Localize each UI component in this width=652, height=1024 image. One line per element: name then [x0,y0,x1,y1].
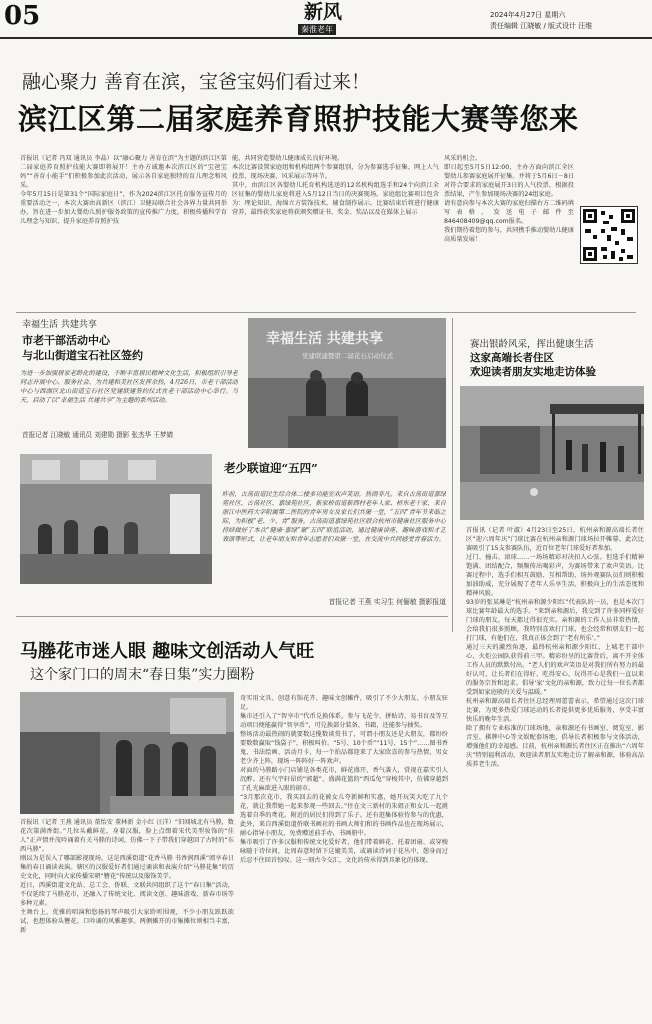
section-sub: 秦淮老年 [298,24,336,35]
story-d-column-1: 首报讯（记者 王燕 通讯员 董怡安 董林新 金小红 汪洋）“旧闻城北有马塍，数花次第满香街。”几位头戴鲜花、身着汉服，脸上点缀着宋代美型妆饰的“佳人”正声情并茂吟诵着有关马塍的诗词，仿佛一下子带我们穿越回了古时的“东西马塍”。 刚以为是误入了哪部影视现场，这是西溪街道“花香马塍 书香润西溪”阅享春日集的春日诵读表演。辖区的汉服爱好者们通过诵读和表演介绍“马塍花集”的历史文化，同时向大家传播宋朝“簪花”传统以及服饰美学。 近日，西溪街道文化站、总工会、侨联、文联共同组织了这个“春日集”活动，不仅延续了马塍花市，还融入了传统文化、阅读文创、趣味游戏、新春市场等多种元素。 主舞台上，优雅的唱演和悠扬的琴声吸引大家聆听围观，不少小朋友跃跃欲试，也想体验头簪花、口吟诵的风雅趣事。两侧摊开的市集摊位则相当丰富，新 [20,819,234,934]
lead-column-1: 首报讯（记者 冯双 通讯员 李晶）以“融心聚力 善育在滨”为主题的滨江区第二届家庭养育照护技能大赛即将展开！主办方诚邀本次滨江区的“宝爸宝妈”“善育小能手”们积极参加此次活动，展示各自家庭独特的育儿理念和风采。 今年5月15日是第31个“国际家庭日”，作为2024滨江区托育服务宣传月的重要活动之一，本次大赛由高新区（滨江）卫健局联合社会各界力量共同举办，旨在进一步加大婴幼儿照护服务政策的宣传推广力度，积极传播科学育儿理念与知识，提升家庭养育照护技 [20,155,227,225]
story-b-body: 昨前，古荡街道民生综合体二楼多功能室欢声笑语，热闹非凡。来自古荡街道嘉绿苑社区、古荡社区、嘉绿苑社区，新家桥街道新西村老年人家、桥东老干家、来自浙江中医药大学附属第二医院的青年男女及家长们共聚一堂，“五四”青年节来临之际，为积极“老、少、青”服务，古荡街道嘉绿苑社区联合杭州市健康社区服务中心持续做好了本次“健康·嘉绿”聚“五四”联谊活动，通过健康讲座、趣味游戏和才艺表演等形式，让老年朋友和青年志愿者们欢聚一堂，在交流中共同感受青春活力。 [222,491,446,543]
story-d-subhead: 这个家门口的周末“春日集”实力圈粉 [30,667,255,683]
masthead-rule [0,37,652,39]
section-title: 新风 [304,1,343,23]
story-b-headline: 老少联谊迎“五四” [224,461,318,475]
editors: 责任编辑 江晓敏 / 版式设计 汪维 [490,22,593,30]
divider-lead [16,312,636,313]
story-a-byline: 首报记者 江晓敏 通讯员 刘建勋 摄影 张杰华 王梦婧 [22,431,174,439]
photo-banner-line1: 幸福生活 共建共享 [266,331,383,347]
story-a-body: 为进一步加强居家老龄化的建设，不断丰富居民精神文化生活，积极组织引导老同志开展中心、服务社会、为共建和美社区发挥余热，4月26日，市老干部活动中心与西湖区北山街道宝石社区党建联建签约仪式在老干部活动中心举行。当天，启动了以“幸福生活 共建共享”为主题的系列活动。 [20,370,238,404]
story-a-kicker: 幸福生活 共建共享 [22,320,97,330]
flower-market-photo [20,692,234,814]
divider-right-column [452,318,453,632]
date-line: 2024年4月27日 星期六 [490,11,566,19]
photo-banner-line2: 党建联建暨第二届花石启动仪式 [302,352,393,360]
lead-kicker: 融心聚力 善育在滨，宝爸宝妈们看过来！ [22,71,371,93]
divider-story-d [16,616,448,617]
lead-column-3: 风采的机会。 即日起至5月5日12:00，主办方面向滨江全区婴幼儿参赛家庭展开征集。并将于5月6日－8日对符合要求的家庭展开3日的人气投票，根据投票结果，产生参加现场决赛的24组家庭。 请有意向参与本次大赛的家庭扫描右方二维码填写表格，发送电子邮件至846408409@qq.com报名。 我们期待着您的参与，共同携手推动婴幼儿健康高质量发展！ [444,155,574,243]
story-a-headline: 市老干部活动中心 与北山街道宝石社区签约 [22,334,143,362]
lead-headline: 滨江区第二届家庭养育照护技能大赛等您来 [18,102,579,136]
story-d-column-2: 奇实用文具、创意有饰花卉、趣味文创摊件，吸引了不少大朋友、小朋友驻足。 集市还引入了“智享市”代币兑换体系，参与飞花令、拼贴诗、易书盲及等互动项目便能赢得“智享币”，可兑换部分装备、书籍，还能参与抽奖。 整场活动最热闹的就要数这揽数谈赏书了，可谓小朋友还是大朋友，都纷纷要数数赢取“钱袋子”，积极叫价。“5号、10个币”“11号、15个”……图书香鬼、书法绘画、活动月卡，每一个拍品都迎来了大家欣喜的参与热情，男女老少齐上阵，现场一阵阵好一阵欢声。 对面的马塍路小门店铺是各类花市，鲜花盛开，香气袭人，赏视在嘉实引人沉醉。还有气宇轩昂的“郭超”、盛满花篮的“西瓜兔”穿梭其中，仿佛穿越到了孔光麻欲进入眼的闹市。 “3月那次花市，我买回去的花被女儿夸新鲜和实惠，她开玩笑大吃了九个花，就让我带她一起来参观一些回去。”住在文三新村的朱姐正和女儿一起挑选着自季的鸢花。附近的居民们得到了乐子。还有逛集体验待参与的优惠，此外，来自西溪街道侨联书画社的书画大师们和的书画作品也在现场展示，耐心指导小朋友，免费赠送前手办，书画册中。 集市吸引了许多汉服和传统文化爱好者，他们带着鲜花、托着团扇、或穿梭咏随于诗位间，比周春意时留下这媲美美，或诵读诗词于花丛中，憩身而过后忍不住回首惊叹。这一刻古今交汇，文化的传承得到具象化的体现。 [240,695,448,864]
story-c-headline: 这家高端长者住区 欢迎读者朋友实地走访体验 [470,352,596,378]
page-number: 05 [4,1,41,31]
gateball-photo [460,386,644,520]
story-d-headline: 马塍花市迷人眼 趣味文创活动人气旺 [20,641,315,662]
signing-ceremony-photo [248,318,446,448]
qr-code-icon [580,206,638,264]
story-c-kicker: 赛出银龄风采，挥出健康生活 [470,339,594,350]
lead-column-2: 能，共同营造婴幼儿健康成长良好环境。 本次比赛设置家庭组和机构组两个参赛组别，分为参赛选手征集、网上人气投票、现场决赛、风采展示等环节。 其中，由滨江区各婴幼儿托育机构选送的12名机构组选手和24个向滨江全区征集的婴幼儿家庭将进入5月12日当日的决赛现场。家庭组比赛项目包含为：理论知识、海绵立方装饰技术、辅食制作展示。比赛结束后将进行健康营养，最终获奖家庭将获颁奖赠证书、奖金、奖品以及在媒体上展示 [232,155,439,216]
story-c-body: 首报讯（记者 叶淑）4月23日至25日，杭州亲和源高端长者住区“迎六周年庆”门球比赛在杭州亲和源门球场拉开帷幕。此次比赛吸引了15支参赛队伍，近百位老年门球爱好者参加。 过门、撞击、滚球……一场场精彩对决扣人心弦。但选手们精神饱满、团结配合，频频传出喝彩声，为赛场带来了欢声笑语。比赛过程中，选手们相互鼓励、互相帮助，场外观赛队员们则积极加油助威，充分展现了老年人乐享生活、积极向上的生活态度和精神风貌。 93岁的张某琳是“杭州亲和源少阳红”代表队的一员，也是本次门球比赛年龄最大的选手。“来到亲和源后，我交到了许多同样爱好门球的朋友，每天都过得很充实。亲和源的工作人员非常热情，会给我们很多照顾，我特别喜欢打门球，也会经常和朋友们一起打门球，有他们在，我真正体会到了‘老有所乐’。” 通过三天的激烈角逐，最终杭州亲和源少阳红、上城老干部中心、火炬公园队获得前三甲。精彩纷呈的比赛背后，离不开全体工作人员的默默付出。“老人们的欢声笑语是对我们所有努力的最好认可，让长者们在得好、吃得安心、玩得开心是我们一直以来的服务宗旨和追求。倡导‘家’文化的亲和源，致力让每一位长者都受到如家庭般的关爱与温暖。” 杭州亲和源高端长者住区总经理周蕾蕾表示，希望通过这次门球比赛，为更多热爱门球运动的长者提供更多优质服务，享受丰富快乐的晚年生活。 除了拥有专业标准的门球场地，亲和源还有书画室、阅览室、影音室、棋牌中心等文娱配套场地，倡导长者积极参与文体活动，增强他们的幸福感。目前，杭州亲和源长者住区正在推出“六周年庆”特别福利活动，欢迎读者朋友实地走访了解亲和源，体验高品质养老生活。 [466,527,644,768]
seniors-youth-photo [20,454,212,584]
story-b-byline: 首报记者 王燕 实习生 何俪敏 摄影报道 [328,598,446,606]
